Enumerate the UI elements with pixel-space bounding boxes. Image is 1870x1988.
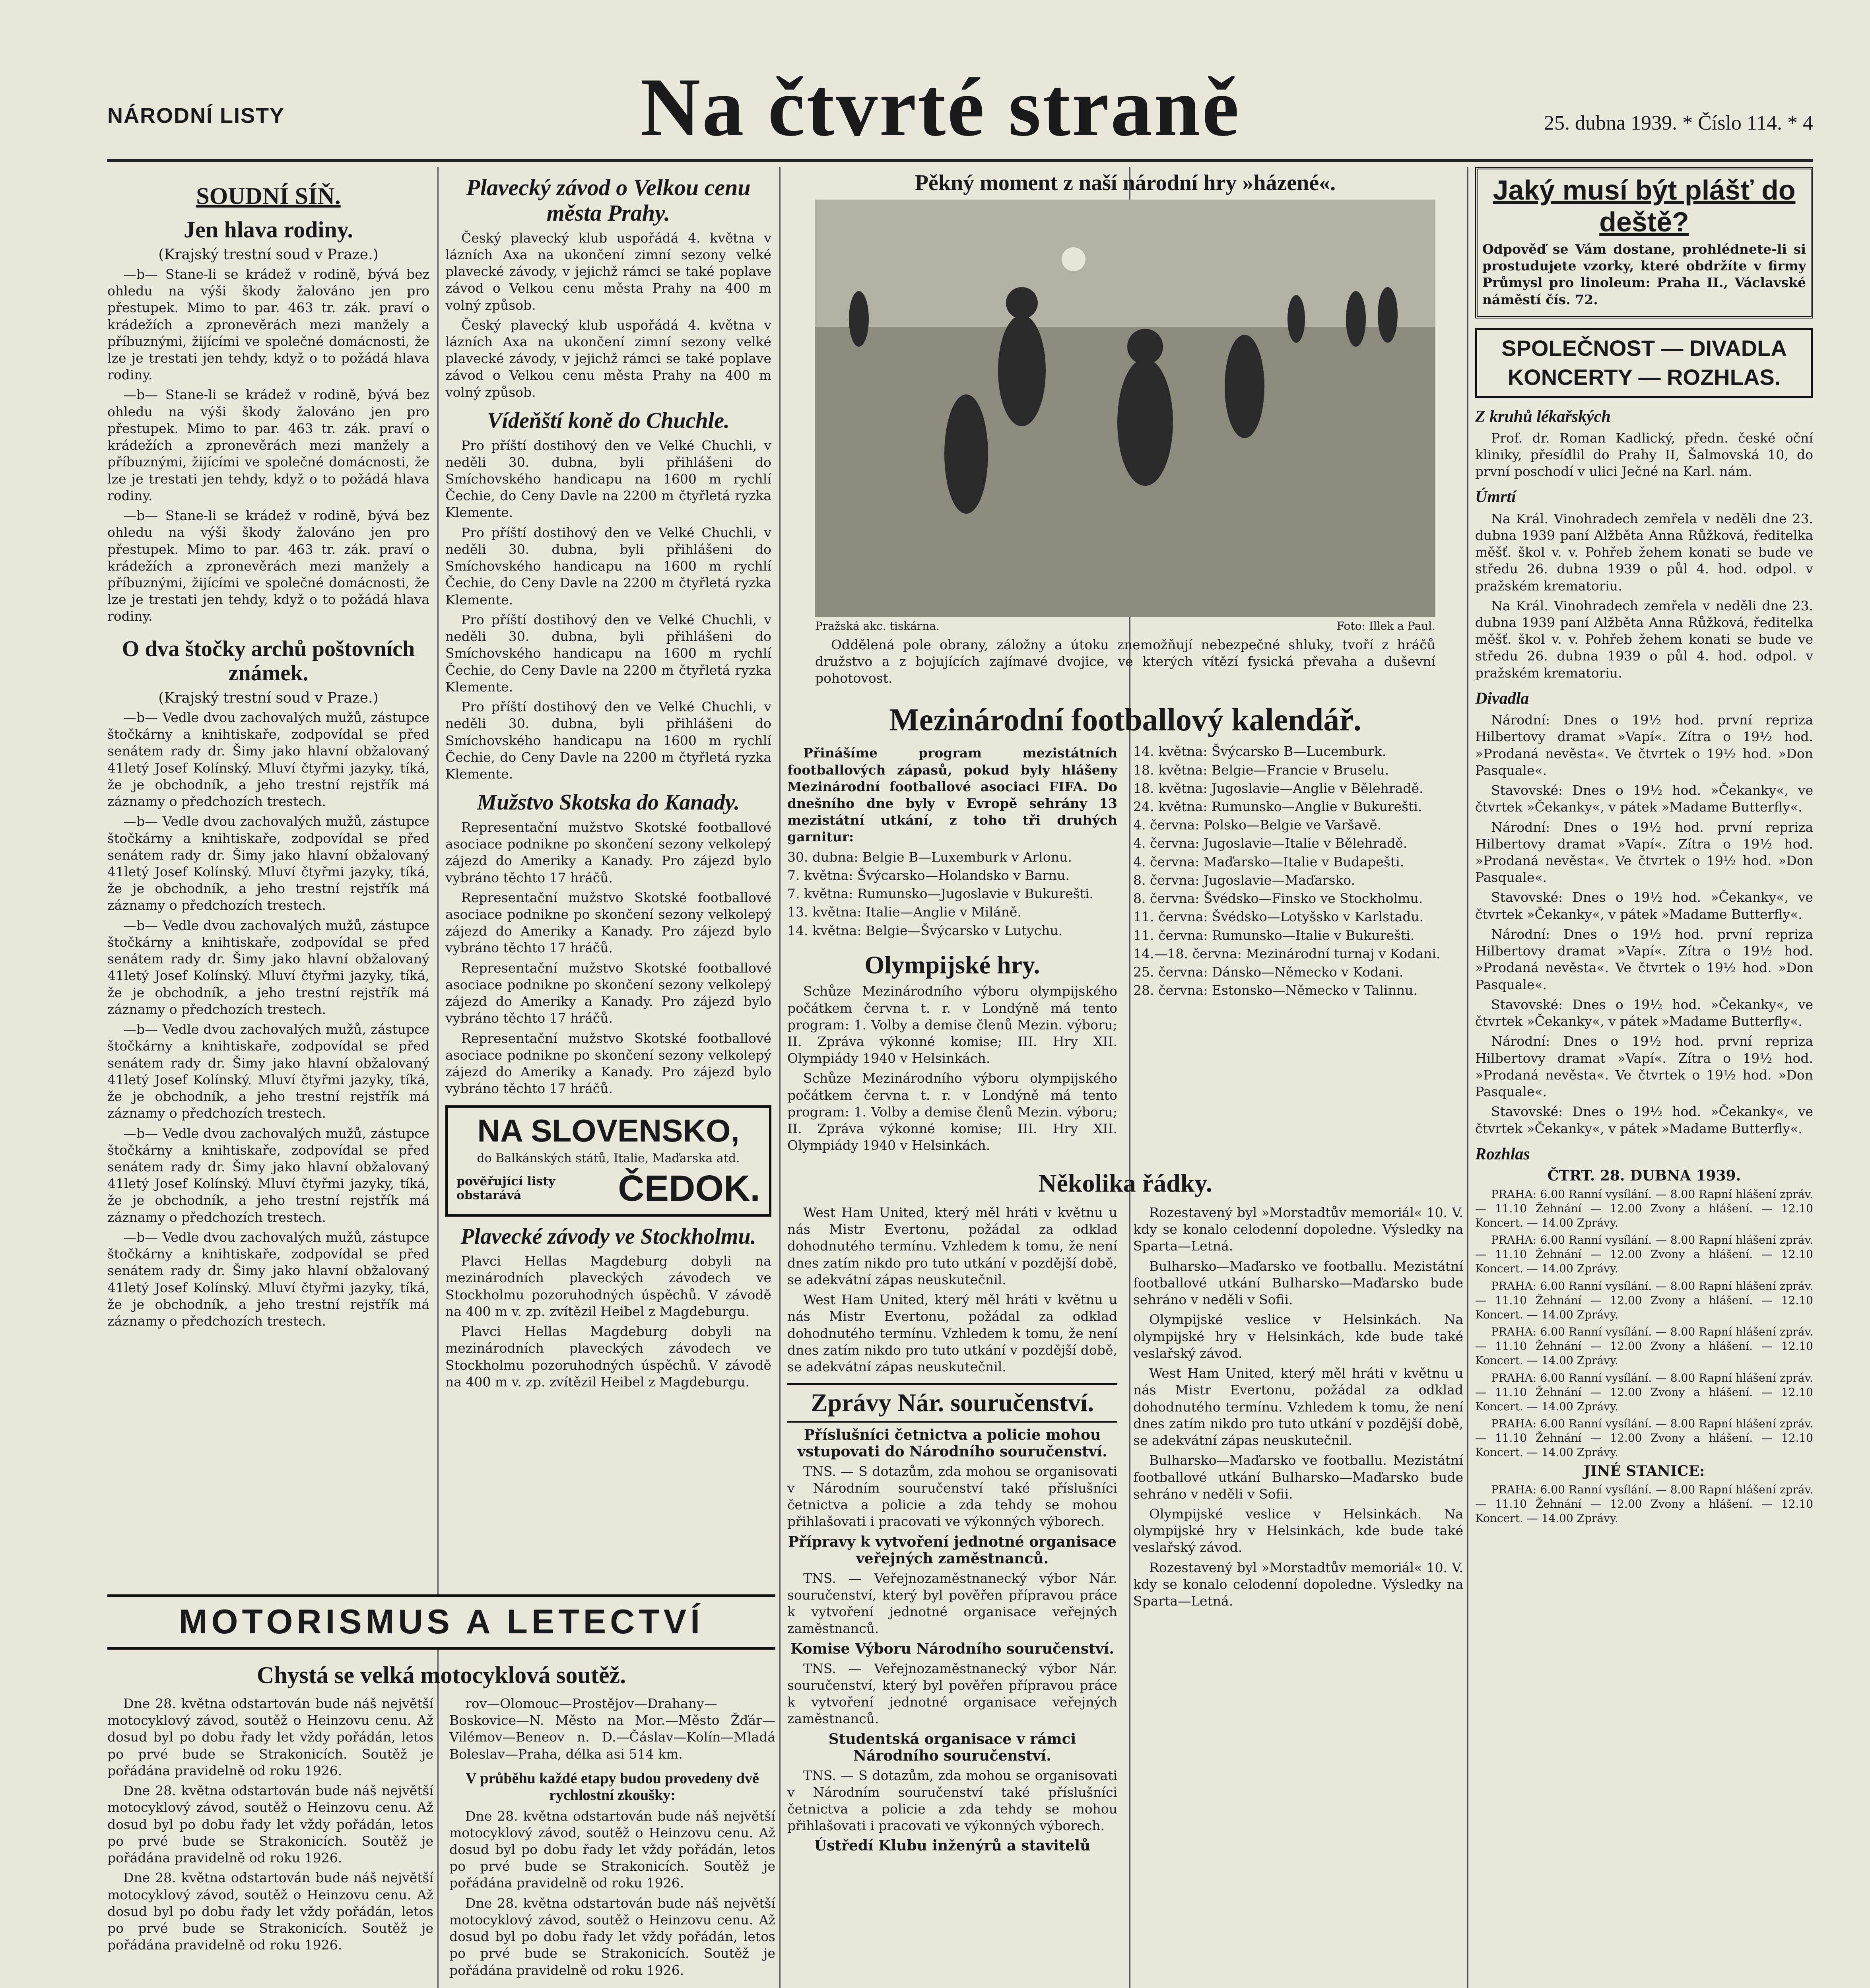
- article-text: —b— Stane-li se krádež v rodině, bývá bez ohledu na výši škody žalováno jen pro přestupek. Mimo to par. 463 tr. zák. praví o krádežích a zpronevěrách mezi manžely a příbuznými, žijícími ve společné domácnosti, že lze je trestati jen tehdy, když o to požádá hlava rodiny.: [107, 387, 429, 503]
- calendar-entry: 14. května: Belgie—Švýcarsko v Lutychu.: [787, 922, 1063, 938]
- cedok-advertisement: [445, 1105, 771, 1217]
- photo-title: Pěkný moment z naší národní hry »házené«.: [915, 171, 1336, 195]
- article-text: —b— Vedle dvou zachovalých mužů, zástupce štočkárny a knihtiskaře, zodpovídal se před senátem rady dr. Šimy jako hlavní obžalovaný 41letý Josef Kolínský. Mluví čtyřmi jazyky, tíká, že je obchodník, a jeho trestní rejstřík má záznamy o předchozích trestech.: [107, 709, 429, 810]
- article-text: Stavovské: Dnes o 19½ hod. »Čekanky«, ve čtvrtek »Čekanky«, v pátek »Madame Butterfly«.: [1475, 889, 1813, 922]
- calendar-entry: 28. června: Estonsko—Německo v Talinnu.: [1133, 982, 1418, 998]
- radio-program: PRAHA: 6.00 Ranní vysílání. — 8.00 Rapní hlášení zpráv. — 11.10 Žehnání — 12.00 Zvony a hlášení. — 12.10 Koncert. — 14.00 Zprávy.: [1475, 1233, 1813, 1276]
- ad-brand: ČEDOK.: [618, 1168, 760, 1209]
- photo-credit-right: Foto: Illek a Paul.: [1336, 619, 1435, 633]
- article-text: Dne 28. května odstartován bude náš největší motocyklový závod, soutěž o Heinzovu cenu. Až dosud byl po dobu řady let vždy pořádán, letos po prvé bude se Strakonicích. Soutěž je pořádána pravidelně od roku 1926.: [107, 1870, 433, 1953]
- article-text: West Ham United, který měl hráti v květnu u nás Mistr Evertonu, požádal za odklad dohodnutého termínu. Vzhledem k tomu, že není dnes zatím nikdo pro tuto utkání v pozdější době, se adekvátní zápas neuskutečnil.: [787, 1292, 1117, 1375]
- column-2: [445, 167, 771, 1590]
- article-text: Stavovské: Dnes o 19½ hod. »Čekanky«, ve čtvrtek »Čekanky«, v pátek »Madame Butterfly«.: [1475, 782, 1813, 815]
- calendar-entry: 25. června: Dánsko—Německo v Kodani.: [1133, 964, 1404, 980]
- article-text: Pro příští dostihový den ve Velké Chuchli, v neděli 30. dubna, byli přihlášeni do Smíchovského handicapu na 1600 m rychlí Čechie, do Ceny Davle na 2200 m čtyřletá ryzka Klemente.: [445, 524, 771, 608]
- article-text: Representační mužstvo Skotské footballové asociace podnikne po skončení sezony velkolepý zájezd do Ameriky a Kanady. Pro zájezd bylo vybráno těchto 17 hráčů.: [445, 960, 771, 1026]
- article-text: Národní: Dnes o 19½ hod. první repriza Hilbertovy dramat »Vapí«. Zítra o 19½ hod. »Prodaná nevěsta«. Ve čtvrtek o 19½ hod. »Don Pasquale«.: [1475, 819, 1813, 885]
- article-text: Representační mužstvo Skotské footballové asociace podnikne po skončení sezony velkolepý zájezd do Ameriky a Kanady. Pro zájezd bylo vybráno těchto 17 hráčů.: [445, 1030, 771, 1097]
- article-text: —b— Vedle dvou zachovalých mužů, zástupce štočkárny a knihtiskaře, zodpovídal se před senátem rady dr. Šimy jako hlavní obžalovaný 41letý Josef Kolínský. Mluví čtyřmi jazyky, tíká, že je obchodník, a jeho trestní rejstřík má záznamy o předchozích trestech.: [107, 917, 429, 1017]
- article-title: Mužstvo Skotska do Kanady.: [477, 790, 740, 815]
- calendar-entry: 8. června: Švédsko—Finsko ve Stockholmu.: [1133, 891, 1423, 907]
- article-subtitle: (Krajský trestní soud v Praze.): [158, 246, 379, 263]
- article-text: West Ham United, který měl hráti v květnu u nás Mistr Evertonu, požádal za odklad dohodnutého termínu. Vzhledem k tomu, že není dnes zatím nikdo pro tuto utkání v pozdější době, se adekvátní zápas neuskutečnil.: [787, 1205, 1117, 1287]
- article-text: Bulharsko—Maďarsko ve footballu. Mezistátní footballové utkání Bulharsko—Maďarsko bude sehráno v neděli v Sofii.: [1133, 1258, 1463, 1308]
- article-title: Vídeňští koně do Chuchle.: [487, 408, 730, 433]
- article-text: Pro příští dostihový den ve Velké Chuchli, v neděli 30. dubna, byli přihlášeni do Smíchovského handicapu na 1600 m rychlí Čechie, do Ceny Davle na 2200 m čtyřletá ryzka Klemente.: [445, 699, 771, 782]
- dateline: 25. dubna 1939. * Číslo 114. * 4: [1544, 112, 1813, 134]
- article-text: Plavci Hellas Magdeburg dobyli na mezinárodních plaveckých závodech ve Stockholmu pozoruhodných úspěchů. V závodě na 400 m v. zp. zvítězil Heibel z Magdeburgu.: [445, 1253, 771, 1319]
- article-text: Český plavecký klub uspořádá 4. května v lázních Axa na ukončení zimní sezony velké plavecké závody, v jejichž rámci se také poplave závod o Velkou cenu města Prahy na 400 m volný způsob.: [445, 317, 771, 400]
- article-text: Olympijské veslice v Helsinkách. Na olympijské hry v Helsinkách, kde bude také veslařský závod.: [1133, 1312, 1463, 1361]
- article-text: Na Král. Vinohradech zemřela v neděli dne 23. dubna 1939 paní Alžběta Anna Růžková, ředitelka měšť. škol v. v. Pohřeb žehem konati se bude ve středu 26. dubna 1939 o půl 4. hod. odpol. v pražském krematoriu.: [1475, 598, 1813, 681]
- column-divider: [1467, 167, 1468, 1988]
- ad-text: Odpověď se Vám dostane, prohlédnete-li si prostudujete vzorky, které obdržíte v firmy Průmysl pro linoleum: Praha II., Václavské náměstí čís. 72.: [1482, 241, 1806, 307]
- calendar-entry: 8. června: Jugoslavie—Maďarsko.: [1133, 872, 1355, 888]
- radio-date: ČTRT. 28. DUBNA 1939.: [1547, 1167, 1741, 1184]
- article-text: Prof. dr. Roman Kadlický, předn. české oční kliniky, přesídlil do Prahy II, Šalmovská 10, do první poschodí v ulici Ječné na Karl. nám.: [1475, 430, 1813, 480]
- article-subheading: Komise Výboru Národního souručenství.: [790, 1640, 1114, 1657]
- page-title: Na čtvrté straně: [640, 61, 1241, 153]
- calendar-entry: 7. května: Rumunsko—Jugoslavie v Bukurešti.: [787, 886, 1093, 902]
- photo-credit-left: Pražská akc. tiskárna.: [815, 619, 940, 633]
- article-text: Přinášíme program mezistátních footballových zápasů, pokud byly hlášeny Mezinárodní footballové asociaci FIFA. Do dnešního dne byly v Evropě sehrány 13 mezistátní utkání, z toho tři druhých garnitur:: [787, 745, 1117, 845]
- raincoat-advertisement: [1475, 167, 1813, 318]
- article-text: Dne 28. května odstartován bude náš největší motocyklový závod, soutěž o Heinzovu cenu. Až dosud byl po dobu řady let vždy pořádán, letos po prvé bude se Strakonicích. Soutěž je pořádána pravidelně od roku 1926.: [107, 1696, 433, 1778]
- players-image: [815, 200, 1435, 617]
- page-header: [107, 60, 1813, 159]
- article-text: Národní: Dnes o 19½ hod. první repriza Hilbertovy dramat »Vapí«. Zítra o 19½ hod. »Prodaná nevěsta«. Ve čtvrtek o 19½ hod. »Don Pasquale«.: [1475, 1033, 1813, 1100]
- article-text: Representační mužstvo Skotské footballové asociace podnikne po skončení sezony velkolepý zájezd do Ameriky a Kanady. Pro zájezd bylo vybráno těchto 17 hráčů.: [445, 819, 771, 885]
- calendar-entry: 14. května: Švýcarsko B—Lucemburk.: [1133, 744, 1386, 759]
- article-text: —b— Vedle dvou zachovalých mužů, zástupce štočkárny a knihtiskaře, zodpovídal se před senátem rady dr. Šimy jako hlavní obžalovaný 41letý Josef Kolínský. Mluví čtyřmi jazyky, tíká, že je obchodník, a jeho trestní rejstřík má záznamy o předchozích trestech.: [107, 813, 429, 913]
- article-text: Olympijské veslice v Helsinkách. Na olympijské hry v Helsinkách, kde bude také veslařský závod.: [1133, 1506, 1463, 1555]
- article-text: —b— Vedle dvou zachovalých mužů, zástupce štočkárny a knihtiskaře, zodpovídal se před senátem rady dr. Šimy jako hlavní obžalovaný 41letý Josef Kolínský. Mluví čtyřmi jazyky, tíká, že je obchodník, a jeho trestní rejstřík má záznamy o předchozích trestech.: [107, 1125, 429, 1225]
- article-text: Dne 28. května odstartován bude náš největší motocyklový závod, soutěž o Heinzovu cenu. Až dosud byl po dobu řady let vždy pořádán, letos po prvé bude se Strakonicích. Soutěž je pořádána pravidelně od roku 1926.: [107, 1783, 433, 1866]
- calendar-entry: 4. června: Maďarsko—Italie v Budapešti.: [1133, 854, 1404, 870]
- motorism-article: [107, 1654, 775, 1982]
- article-text: Stavovské: Dnes o 19½ hod. »Čekanky«, ve čtvrtek »Čekanky«, v pátek »Madame Butterfly«.: [1475, 996, 1813, 1029]
- ad-small-text: do Balkánských států, Italie, Maďarska atd.: [477, 1151, 740, 1165]
- photo-caption: Oddělená pole obrany, záložny a útoku znemožňují nebezpečné shluky, tvoří z hráčů družstvo a z bojujících zajímavé dvojice, ve kterých vítězí fysická převaha a duševní pohotovost.: [815, 637, 1435, 686]
- section-banner: [107, 1594, 775, 1650]
- article-text: Národní: Dnes o 19½ hod. první repriza Hilbertovy dramat »Vapí«. Zítra o 19½ hod. »Prodaná nevěsta«. Ve čtvrtek o 19½ hod. »Don Pasquale«.: [1475, 712, 1813, 778]
- section-heading-court: SOUDNÍ SÍŇ.: [196, 183, 341, 209]
- radio-program: PRAHA: 6.00 Ranní vysílání. — 8.00 Rapní hlášení zpráv. — 11.10 Žehnání — 12.00 Zvony a hlášení. — 12.10 Koncert. — 14.00 Zprávy.: [1475, 1417, 1813, 1459]
- article-subheading: Studentská organisace v rámci Národního souručenství.: [828, 1730, 1076, 1764]
- article-text: Stavovské: Dnes o 19½ hod. »Čekanky«, ve čtvrtek »Čekanky«, v pátek »Madame Butterfly«.: [1475, 1104, 1813, 1136]
- calendar-entry: 30. dubna: Belgie B—Luxemburk v Arlonu.: [787, 849, 1072, 865]
- article-subheading: V průběhu každé etapy budou provedeny dvě rychlostní zkoušky:: [466, 1770, 759, 1804]
- article-text: rov—Olomouc—Prostějov—Drahany—Boskovice—N. Město na Mor.—Město Žďár—Vilémov—Beneov n. D.—Čáslav—Kolín—Mladá Boleslav—Praha, délka asi 514 km.: [449, 1696, 775, 1762]
- calendar-entry: 14.—18. června: Mezinárodní turnaj v Kodani.: [1133, 945, 1441, 961]
- section-heading-motorism: MOTORISMUS A LETECTVÍ: [179, 1603, 704, 1641]
- ad-headline: Jaký musí být plášť do deště?: [1493, 175, 1796, 237]
- article-title: Několika řádky.: [1038, 1169, 1212, 1197]
- calendar-entry: 13. května: Italie—Anglie v Miláně.: [787, 904, 1021, 920]
- ad-big-text: NA SLOVENSKO,: [477, 1112, 740, 1148]
- calendar-entry: 7. května: Švýcarsko—Holandsko v Barnu.: [787, 867, 1070, 883]
- article-text: —b— Vedle dvou zachovalých mužů, zástupce štočkárny a knihtiskaře, zodpovídal se před senátem rady dr. Šimy jako hlavní obžalovaný 41letý Josef Kolínský. Mluví čtyřmi jazyky, tíká, že je obchodník, a jeho trestní rejstřík má záznamy o předchozích trestech.: [107, 1229, 429, 1329]
- article-text: Na Král. Vinohradech zemřela v neděli dne 23. dubna 1939 paní Alžběta Anna Růžková, ředitelka měšť. škol v. v. Pohřeb žehem konati se bude ve středu 26. dubna 1939 o půl 4. hod. odpol. v pražském krematoriu.: [1475, 511, 1813, 594]
- section-heading-society: SPOLEČNOST — DIVADLA KONCERTY — ROZHLAS.: [1475, 328, 1813, 398]
- calendar-entry: 4. června: Polsko—Belgie ve Varšavě.: [1133, 817, 1382, 833]
- article-title: Plavecký závod o Velkou cenu města Prahy.: [466, 175, 751, 226]
- article-text: Dne 28. května odstartován bude náš největší motocyklový závod, soutěž o Heinzovu cenu. Až dosud byl po dobu řady let vždy pořádán, letos po prvé bude se Strakonicích. Soutěž je pořádána pravidelně od roku 1926.: [449, 1808, 775, 1891]
- subsection-heading: Úmrtí: [1475, 488, 1516, 507]
- article-subheading: Přípravy k vytvoření jednotné organisace veřejných zaměstnanců.: [788, 1533, 1117, 1567]
- calendar-entry: 24. května: Rumunsko—Anglie v Bukurešti.: [1133, 799, 1422, 814]
- ad-left-text: pověřující listy obstarává: [456, 1175, 555, 1203]
- calendar-entry: 11. června: Švédsko—Lotyšsko v Karlstadu.: [1133, 909, 1424, 925]
- article-text: Schůze Mezinárodního výboru olympijského počátkem června t. r. v Londýně má tento program: 1. Volby a demise členů Mezin. výboru; II. Zpráva výkonné komise; III. Hry XII. Olympiády 1940 v Helsinkách.: [787, 1070, 1117, 1153]
- article-text: West Ham United, který měl hráti v květnu u nás Mistr Evertonu, požádal za odklad dohodnutého termínu. Vzhledem k tomu, že není dnes zatím nikdo pro tuto utkání v pozdější době, se adekvátní zápas neuskutečnil.: [1133, 1365, 1463, 1448]
- calendar-entry: 18. května: Jugoslavie—Anglie v Bělehradě.: [1133, 780, 1423, 796]
- radio-subheading: JINÉ STANICE:: [1583, 1462, 1705, 1479]
- article-text: Representační mužstvo Skotské footballové asociace podnikne po skončení sezony velkolepý zájezd do Ameriky a Kanady. Pro zájezd bylo vybráno těchto 17 hráčů.: [445, 889, 771, 956]
- article-text: TNS. — Veřejnozaměstnanecký výbor Nár. souručenství, který byl pověřen přípravou práce k vytvoření jednotné organisace veřejných zaměstnanců.: [787, 1570, 1117, 1637]
- article-text: Pro příští dostihový den ve Velké Chuchli, v neděli 30. dubna, byli přihlášeni do Smíchovského handicapu na 1600 m rychlí Čechie, do Ceny Davle na 2200 m čtyřletá ryzka Klemente.: [445, 437, 771, 520]
- column-divider: [779, 167, 781, 1988]
- article-text: Český plavecký klub uspořádá 4. května v lázních Axa na ukončení zimní sezony velké plavecké závody, v jejichž rámci se také poplave závod o Velkou cenu města Prahy na 400 m volný způsob.: [445, 230, 771, 313]
- calendar-entry: 4. června: Jugoslavie—Italie v Bělehradě.: [1133, 835, 1408, 851]
- article-text: Bulharsko—Maďarsko ve footballu. Mezistátní footballové utkání Bulharsko—Maďarsko bude sehráno v neděli v Sofii.: [1133, 1452, 1463, 1502]
- article-title: Chystá se velká motocyklová soutěž.: [256, 1662, 626, 1688]
- header-rule: [107, 159, 1813, 162]
- article-title: Zprávy Nár. souručenství.: [787, 1383, 1117, 1422]
- article-text: TNS. — S dotazům, zda mohou se organisovati v Národním souručenství také příslušníci četnictva a policie a zda tehdy se mohou přihlašovati i pracovati ve výkonných výborech.: [787, 1767, 1117, 1834]
- article-text: —b— Vedle dvou zachovalých mužů, zástupce štočkárny a knihtiskaře, zodpovídal se před senátem rady dr. Šimy jako hlavní obžalovaný 41letý Josef Kolínský. Mluví čtyřmi jazyky, tíká, že je obchodník, a jeho trestní rejstřík má záznamy o předchozích trestech.: [107, 1021, 429, 1121]
- radio-program: PRAHA: 6.00 Ranní vysílání. — 8.00 Rapní hlášení zpráv. — 11.10 Žehnání — 12.00 Zvony a hlášení. — 12.10 Koncert. — 14.00 Zprávy.: [1475, 1279, 1813, 1321]
- article-text: TNS. — Veřejnozaměstnanecký výbor Nár. souručenství, který byl pověřen přípravou práce k vytvoření jednotné organisace veřejných zaměstnanců.: [787, 1660, 1117, 1727]
- article-title: Plavecké závody ve Stockholmu.: [460, 1224, 756, 1249]
- masthead: NÁRODNÍ LISTY: [107, 104, 285, 128]
- subsection-heading: Divadla: [1475, 689, 1529, 708]
- radio-program: PRAHA: 6.00 Ranní vysílání. — 8.00 Rapní hlášení zpráv. — 11.10 Žehnání — 12.00 Zvony a hlášení. — 12.10 Koncert. — 14.00 Zprávy.: [1475, 1371, 1813, 1413]
- subsection-heading: Rozhlas: [1475, 1145, 1530, 1163]
- article-text: —b— Stane-li se krádež v rodině, bývá bez ohledu na výši škody žalováno jen pro přestupek. Mimo to par. 463 tr. zák. praví o krádežích a zpronevěrách mezi manžely a příbuznými, žijícími ve společné domácnosti, že lze je trestati jen tehdy, když o to požádá hlava rodiny.: [107, 508, 429, 624]
- article-title: Jen hlava rodiny.: [184, 217, 353, 243]
- article-subheading: Příslušníci četnictva a policie mohou vstupovati do Národního souručenství.: [797, 1426, 1107, 1460]
- article-subtitle: (Krajský trestní soud v Praze.): [158, 689, 379, 706]
- column-4: [1475, 167, 1813, 1988]
- subsection-heading: Z kruhů lékařských: [1475, 407, 1611, 426]
- article-title: Olympijské hry.: [864, 950, 1040, 979]
- article-subheading: Ústředí Klubu inženýrů a stavitelů: [814, 1837, 1091, 1854]
- article-text: Dne 28. května odstartován bude náš největší motocyklový závod, soutěž o Heinzovu cenu. Až dosud byl po dobu řady let vždy pořádán, letos po prvé bude se Strakonicích. Soutěž je pořádána pravidelně od roku 1926.: [449, 1895, 775, 1978]
- radio-program: PRAHA: 6.00 Ranní vysílání. — 8.00 Rapní hlášení zpráv. — 11.10 Žehnání — 12.00 Zvony a hlášení. — 12.10 Koncert. — 14.00 Zprávy.: [1475, 1483, 1813, 1525]
- handball-photo: [815, 200, 1435, 617]
- article-text: TNS. — S dotazům, zda mohou se organisovati v Národním souručenství také příslušníci četnictva a policie a zda tehdy se mohou přihlašovati i pracovati ve výkonných výborech.: [787, 1463, 1117, 1530]
- calendar-entry: 18. května: Belgie—Francie v Bruselu.: [1133, 762, 1389, 778]
- column-3: [787, 167, 1463, 1988]
- radio-program: PRAHA: 6.00 Ranní vysílání. — 8.00 Rapní hlášení zpráv. — 11.10 Žehnání — 12.00 Zvony a hlášení. — 12.10 Koncert. — 14.00 Zprávy.: [1475, 1187, 1813, 1229]
- article-title: Mezinárodní footballový kalendář.: [889, 703, 1361, 738]
- article-text: Rozestavený byl »Morstadtův memoriál« 10. V. kdy se konalo celodenní dopoledne. Výsledky na Sparta—Letná.: [1133, 1559, 1463, 1609]
- calendar-entry: 11. června: Rumunsko—Italie v Bukurešti.: [1133, 927, 1415, 943]
- article-text: Národní: Dnes o 19½ hod. první repriza Hilbertovy dramat »Vapí«. Zítra o 19½ hod. »Prodaná nevěsta«. Ve čtvrtek o 19½ hod. »Don Pasquale«.: [1475, 926, 1813, 992]
- radio-program: PRAHA: 6.00 Ranní vysílání. — 8.00 Rapní hlášení zpráv. — 11.10 Žehnání — 12.00 Zvony a hlášení. — 12.10 Koncert. — 14.00 Zprávy.: [1475, 1325, 1813, 1367]
- article-title: O dva štočky archů poštovních známek.: [122, 636, 415, 686]
- article-text: Plavci Hellas Magdeburg dobyli na mezinárodních plaveckých závodech ve Stockholmu pozoruhodných úspěchů. V závodě na 400 m v. zp. zvítězil Heibel z Magdeburgu.: [445, 1324, 771, 1390]
- article-text: Rozestavený byl »Morstadtův memoriál« 10. V. kdy se konalo celodenní dopoledne. Výsledky na Sparta—Letná.: [1133, 1205, 1463, 1254]
- article-text: Pro příští dostihový den ve Velké Chuchli, v neděli 30. dubna, byli přihlášeni do Smíchovského handicapu na 1600 m rychlí Čechie, do Ceny Davle na 2200 m čtyřletá ryzka Klemente.: [445, 612, 771, 695]
- article-text: —b— Stane-li se krádež v rodině, bývá bez ohledu na výši škody žalováno jen pro přestupek. Mimo to par. 463 tr. zák. praví o krádežích a zpronevěrách mezi manžely a příbuznými, žijícími ve společné domácnosti, že lze je trestati jen tehdy, když o to požádá hlava rodiny.: [107, 266, 429, 383]
- article-text: Schůze Mezinárodního výboru olympijského počátkem června t. r. v Londýně má tento program: 1. Volby a demise členů Mezin. výboru; II. Zpráva výkonné komise; III. Hry XII. Olympiády 1940 v Helsinkách.: [787, 983, 1117, 1066]
